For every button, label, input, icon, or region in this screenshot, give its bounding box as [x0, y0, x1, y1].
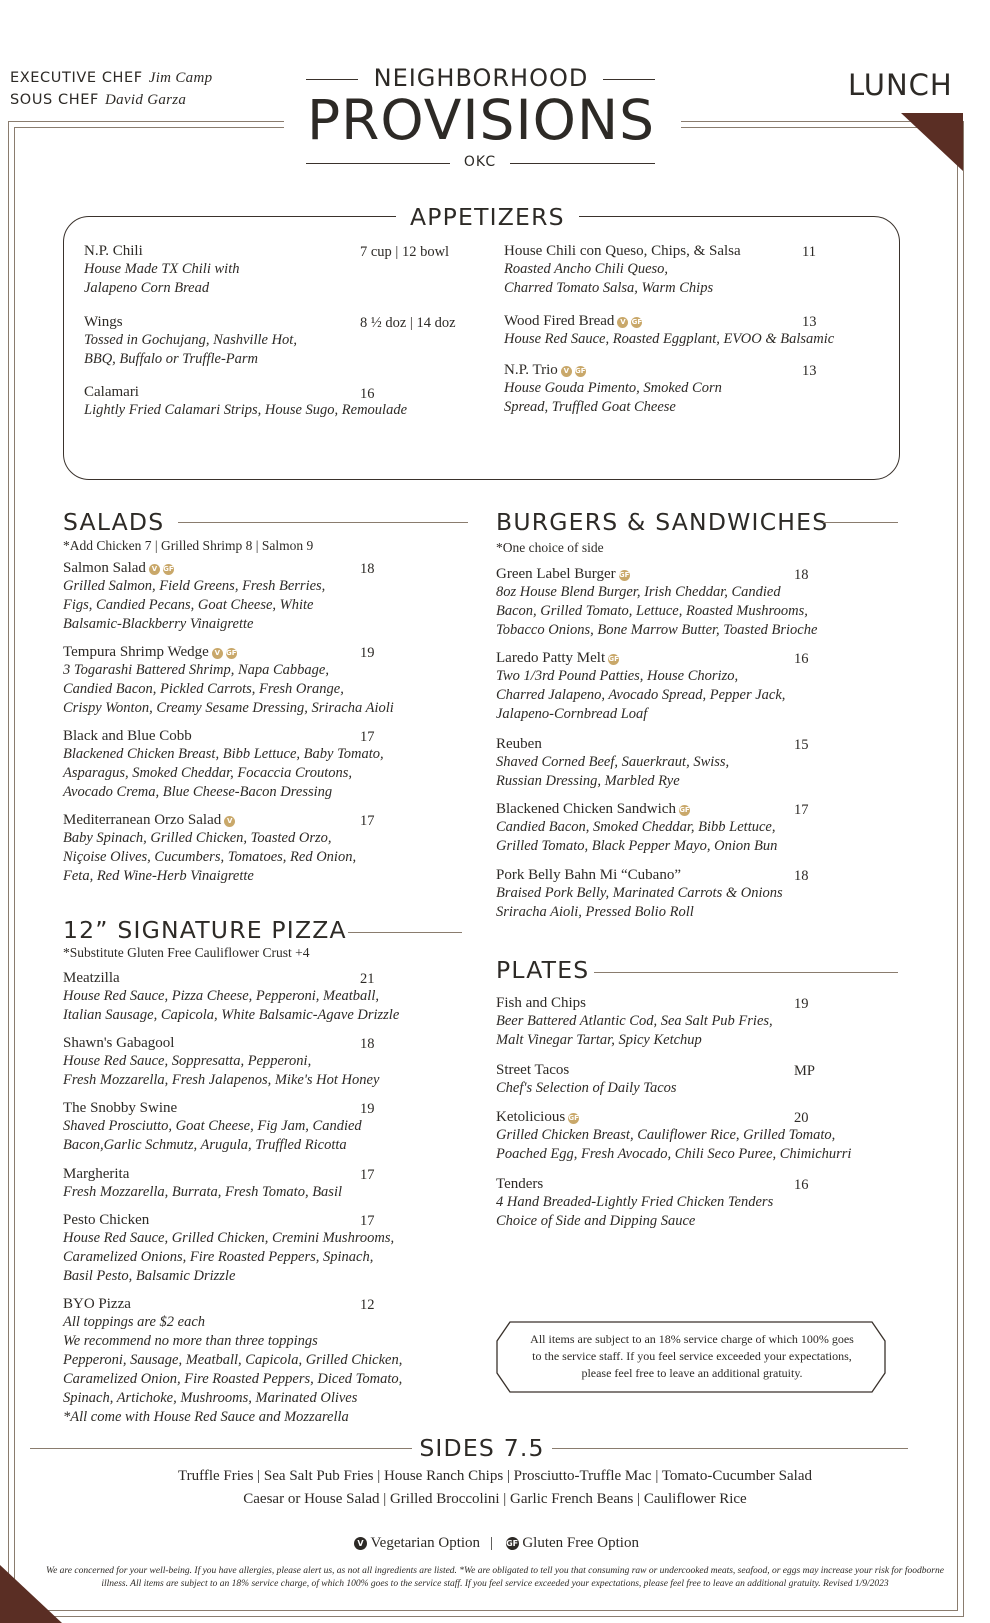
item-name: Blackened Chicken Sandwich	[496, 801, 676, 817]
item-desc: Jalapeno-Cornbread Loaf	[496, 706, 648, 722]
sides-line: Truffle Fries | Sea Salt Pub Fries | House Ranch Chips | Prosciutto-Truffle Mac | Tomato-Cucumber Salad	[178, 1468, 812, 1484]
item-desc: Braised Pork Belly, Marinated Carrots & Onions	[496, 885, 783, 901]
menu-item	[496, 566, 817, 640]
item-desc: Candied Bacon, Smoked Cheddar, Bibb Lettuce,	[496, 819, 776, 835]
plates-title: PLATES	[496, 956, 590, 984]
item-name: Wings	[84, 314, 123, 330]
menu-item	[504, 362, 722, 417]
item-price: 17	[360, 813, 375, 829]
vegetarian-icon: V	[224, 816, 235, 827]
menu-item	[63, 728, 384, 802]
item-desc: Shaved Prosciutto, Goat Cheese, Fig Jam, Candied	[63, 1118, 362, 1134]
item-desc: Niçoise Olives, Cucumbers, Tomatoes, Red Onion,	[63, 849, 357, 865]
logo-neighborhood: NEIGHBORHOOD	[373, 64, 589, 92]
item-price: 13	[802, 314, 817, 330]
item-desc: 4 Hand Breaded-Lightly Fried Chicken Tenders	[496, 1194, 774, 1210]
item-price: 20	[794, 1110, 809, 1126]
sides-line: Caesar or House Salad | Grilled Broccolini | Garlic French Beans | Cauliflower Rice	[243, 1491, 747, 1507]
item-desc: House Made TX Chili with	[84, 261, 240, 277]
item-price: 18	[794, 868, 809, 884]
item-desc: Balsamic-Blackberry Vinaigrette	[63, 616, 254, 632]
item-name: Shawn's Gabagool	[63, 1035, 175, 1051]
item-desc: Choice of Side and Dipping Sauce	[496, 1213, 696, 1229]
executive-chef-name: Jim Camp	[148, 70, 213, 86]
item-desc: Charred Tomato Salsa, Warm Chips	[504, 280, 714, 296]
section-rule	[552, 1448, 908, 1449]
item-desc: Chef's Selection of Daily Tacos	[496, 1080, 677, 1096]
vegetarian-icon: V	[561, 366, 572, 377]
disclaimer	[30, 1565, 960, 1591]
item-desc: Figs, Candied Pecans, Goat Cheese, White	[63, 597, 314, 613]
legend-separator: |	[489, 1535, 493, 1551]
item-desc: House Gouda Pimento, Smoked Corn	[504, 380, 722, 396]
item-price: 11	[802, 244, 816, 260]
logo-provisions: PROVISIONS	[306, 88, 656, 152]
item-desc: Avocado Crema, Blue Cheese-Bacon Dressing	[63, 784, 333, 800]
item-name: The Snobby Swine	[63, 1100, 178, 1116]
menu-item	[496, 867, 783, 922]
menu-item	[504, 313, 834, 349]
frame-line	[957, 127, 958, 1610]
item-desc: Bacon,Garlic Schmutz, Arugula, Truffled Ricotta	[63, 1137, 347, 1153]
item-name: Wood Fired Bread	[504, 313, 615, 329]
section-rule	[30, 1448, 412, 1449]
section-rule	[348, 932, 462, 933]
gluten-free-icon: GF	[608, 655, 619, 663]
section-rule	[178, 522, 468, 523]
gluten-free-icon: GF	[568, 1114, 579, 1122]
item-desc: Sriracha Aioli, Pressed Bolio Roll	[496, 904, 694, 920]
menu-item	[496, 1176, 773, 1231]
corner-accent	[901, 113, 963, 171]
item-desc: Bacon, Grilled Tomato, Lettuce, Roasted Mushrooms,	[496, 603, 808, 619]
menu-item	[496, 736, 729, 791]
item-desc: Caramelized Onions, Fire Roasted Peppers, Spinach,	[63, 1249, 374, 1265]
menu-item	[84, 243, 239, 298]
item-desc: Basil Pesto, Balsamic Drizzle	[63, 1268, 236, 1284]
item-desc: 8oz House Blend Burger, Irish Cheddar, Candied	[496, 584, 781, 600]
item-price: 19	[360, 1101, 375, 1117]
item-desc: Shaved Corned Beef, Sauerkraut, Swiss,	[496, 754, 730, 770]
vegetarian-legend-label: Vegetarian Option	[370, 1535, 481, 1551]
menu-item	[504, 243, 741, 298]
frame-line	[8, 121, 284, 122]
salads-note: *Add Chicken 7 | Grilled Shrimp 8 | Salmon 9	[63, 538, 314, 553]
item-name: House Chili con Queso, Chips, & Salsa	[504, 243, 741, 259]
item-price: 16	[794, 1177, 809, 1193]
frame-line	[963, 121, 964, 1616]
item-desc: Blackened Chicken Breast, Bibb Lettuce, Baby Tomato,	[63, 746, 384, 762]
item-price: 15	[794, 737, 809, 753]
item-name: Pork Belly Bahn Mi “Cubano”	[496, 867, 681, 883]
item-price: 18	[794, 567, 809, 583]
menu-item	[63, 970, 399, 1025]
service-note: All items are subject to an 18% service charge of which 100% goes to the service staff. If you feel service exceeded your expectations, please feel free to leave an additional gratuity.	[530, 1332, 854, 1380]
item-price: 17	[360, 1213, 375, 1229]
item-desc: Feta, Red Wine-Herb Vinaigrette	[63, 868, 254, 884]
item-desc: House Red Sauce, Pizza Cheese, Pepperoni, Meatball,	[63, 988, 379, 1004]
vegetarian-icon: V	[354, 1537, 367, 1550]
menu-item	[63, 644, 394, 718]
gluten-free-icon: GF	[506, 1539, 519, 1548]
item-name: BYO Pizza	[63, 1296, 131, 1312]
executive-chef	[10, 70, 212, 87]
menu-item	[84, 314, 297, 369]
burgers-note: *One choice of side	[496, 540, 604, 555]
item-desc: Grilled Chicken Breast, Cauliflower Rice, Grilled Tomato,	[496, 1127, 836, 1143]
item-name: Tempura Shrimp Wedge	[63, 644, 209, 660]
burgers-title: BURGERS & SANDWICHES	[496, 508, 829, 536]
item-desc: *All come with House Red Sauce and Mozzarella	[63, 1409, 349, 1425]
sous-chef	[10, 92, 186, 109]
item-price: 8 ½ doz | 14 doz	[360, 315, 456, 331]
item-name: Ketolicious	[496, 1109, 566, 1125]
item-price: 18	[360, 1036, 375, 1052]
section-rule	[594, 972, 898, 973]
item-name: Salmon Salad	[63, 560, 146, 576]
appetizers-title: APPETIZERS	[396, 203, 579, 231]
item-name: Meatzilla	[63, 970, 120, 986]
item-name: Laredo Patty Melt	[496, 650, 606, 666]
pizza-note: *Substitute Gluten Free Cauliflower Crust +4	[63, 945, 310, 960]
item-name: Black and Blue Cobb	[63, 728, 192, 744]
item-price: 19	[360, 645, 375, 661]
item-desc: Caramelized Onion, Fire Roasted Peppers, Diced Tomato,	[63, 1371, 403, 1387]
item-price: 12	[360, 1297, 375, 1313]
menu-item	[84, 384, 407, 420]
item-desc: House Red Sauce, Soppresatta, Pepperoni,	[63, 1053, 312, 1069]
disclaimer-line: We are concerned for your well-being. If you have allergies, please alert us, as not all ingredients are listed. *We are obligated to tell you that consuming raw or undercooked meats, seafood, or eggs may increase your risk for foodborne	[46, 1566, 944, 1576]
logo-city: OKC	[463, 154, 497, 170]
item-price: MP	[794, 1063, 815, 1079]
item-desc: BBQ, Buffalo or Truffle-Parm	[84, 351, 258, 367]
item-desc: Pepperoni, Sausage, Meatball, Capicola, Grilled Chicken,	[63, 1352, 403, 1368]
item-price: 19	[794, 996, 809, 1012]
item-desc: House Red Sauce, Roasted Eggplant, EVOO & Balsamic	[504, 331, 835, 347]
vegetarian-icon: V	[212, 648, 223, 659]
item-price: 17	[794, 802, 809, 818]
item-price: 7 cup | 12 bowl	[360, 244, 450, 260]
disclaimer-line: illness. All items are subject to an 18% service charge, of which 100% goes to the service staff. If you feel service exceeded your expectations, please feel free to leave an additional gratuity. Revised 1/9/2023	[101, 1579, 889, 1589]
item-desc: All toppings are $2 each	[63, 1314, 206, 1330]
item-desc: Malt Vinegar Tartar, Spicy Ketchup	[496, 1032, 702, 1048]
item-price: 13	[802, 363, 817, 379]
gluten-free-icon: GF	[226, 649, 237, 657]
item-desc: We recommend no more than three toppings	[63, 1333, 318, 1349]
item-desc: Baby Spinach, Grilled Chicken, Toasted Orzo,	[63, 830, 332, 846]
menu-item	[496, 650, 785, 724]
item-desc: Tossed in Gochujang, Nashville Hot,	[84, 332, 297, 348]
vegetarian-icon: V	[149, 564, 160, 575]
item-price: 17	[360, 729, 375, 745]
item-desc: Fresh Mozzarella, Burrata, Fresh Tomato, Basil	[63, 1184, 343, 1200]
item-price: 16	[794, 651, 809, 667]
menu-type-title: LUNCH	[848, 68, 953, 102]
frame-line	[8, 1616, 964, 1617]
item-desc: Grilled Tomato, Black Pepper Mayo, Onion Bun	[496, 838, 778, 854]
item-price: 21	[360, 971, 375, 987]
item-price: 18	[360, 561, 375, 577]
item-name: Calamari	[84, 384, 139, 400]
item-name: Pesto Chicken	[63, 1212, 150, 1228]
frame-line	[14, 1610, 958, 1611]
gluten-free-icon: GF	[631, 318, 643, 326]
item-name: Margherita	[63, 1166, 130, 1182]
item-name: Mediterranean Orzo Salad	[63, 812, 222, 828]
gluten-free-icon: GF	[679, 806, 690, 814]
salads-title: SALADS	[63, 508, 165, 536]
item-name: Reuben	[496, 736, 542, 752]
item-desc: Lightly Fried Calamari Strips, House Sugo, Remoulade	[84, 402, 408, 418]
frame-line	[14, 127, 284, 128]
section-rule	[823, 522, 898, 523]
item-name: N.P. Trio	[504, 362, 558, 378]
item-desc: Spinach, Artichoke, Mushrooms, Marinated Olives	[63, 1390, 358, 1406]
item-desc: Fresh Mozzarella, Fresh Jalapenos, Mike's Hot Honey	[63, 1072, 380, 1088]
gluten-free-icon: GF	[575, 367, 586, 375]
item-desc: Two 1/3rd Pound Patties, House Chorizo,	[496, 668, 739, 684]
menu-item	[63, 1166, 342, 1202]
item-desc: Asparagus, Smoked Cheddar, Focaccia Croutons,	[63, 765, 353, 781]
item-desc: House Red Sauce, Grilled Chicken, Cremini Mushrooms,	[63, 1230, 395, 1246]
item-desc: Candied Bacon, Pickled Carrots, Fresh Orange,	[63, 681, 344, 697]
item-desc: Roasted Ancho Chili Queso,	[504, 261, 669, 277]
menu-item	[496, 1062, 677, 1098]
item-name: Green Label Burger	[496, 566, 616, 582]
item-desc: Crispy Wonton, Creamy Sesame Dressing, Sriracha Aioli	[63, 700, 394, 716]
item-desc: Beer Battered Atlantic Cod, Sea Salt Pub Fries,	[496, 1013, 773, 1029]
item-desc: Spread, Truffled Goat Cheese	[504, 399, 676, 415]
menu-item	[63, 1100, 362, 1155]
dietary-legend	[0, 1535, 990, 1552]
item-name: Tenders	[496, 1176, 544, 1192]
sides-title: SIDES 7.5	[419, 1434, 545, 1462]
menu-item	[63, 1296, 402, 1427]
menu-item	[496, 801, 777, 856]
item-name: Street Tacos	[496, 1062, 570, 1078]
menu-item	[496, 995, 773, 1050]
item-desc: Jalapeno Corn Bread	[84, 280, 210, 296]
gluten-free-icon: GF	[163, 565, 174, 573]
item-desc: Grilled Salmon, Field Greens, Fresh Berries,	[63, 578, 326, 594]
item-desc: 3 Togarashi Battered Shrimp, Napa Cabbage,	[63, 662, 329, 678]
item-desc: Russian Dressing, Marbled Rye	[496, 773, 680, 789]
item-desc: Tobacco Onions, Bone Marrow Butter, Toasted Brioche	[496, 622, 818, 638]
sous-chef-name: David Garza	[104, 92, 187, 108]
menu-item	[63, 560, 325, 634]
gluten-free-legend-label: Gluten Free Option	[522, 1535, 639, 1551]
item-price: 17	[360, 1167, 375, 1183]
item-name: Fish and Chips	[496, 995, 587, 1011]
vegetarian-icon: V	[617, 317, 628, 328]
frame-line	[8, 121, 9, 1616]
menu-item	[63, 812, 356, 886]
item-desc: Italian Sausage, Capicola, White Balsamic-Agave Drizzle	[63, 1007, 400, 1023]
gluten-free-icon: GF	[618, 571, 630, 579]
executive-chef-label: EXECUTIVE CHEF	[10, 70, 143, 86]
menu-item	[63, 1212, 394, 1286]
frame-line	[14, 127, 15, 1610]
item-price: 16	[360, 386, 375, 402]
item-desc: Poached Egg, Fresh Avocado, Chili Seco Puree, Chimichurri	[496, 1146, 852, 1162]
menu-item	[63, 1035, 379, 1090]
pizza-title: 12” SIGNATURE PIZZA	[63, 916, 347, 944]
item-desc: Charred Jalapeno, Avocado Spread, Pepper Jack,	[496, 687, 786, 703]
sous-chef-label: SOUS CHEF	[10, 92, 99, 108]
item-name: N.P. Chili	[84, 243, 143, 259]
